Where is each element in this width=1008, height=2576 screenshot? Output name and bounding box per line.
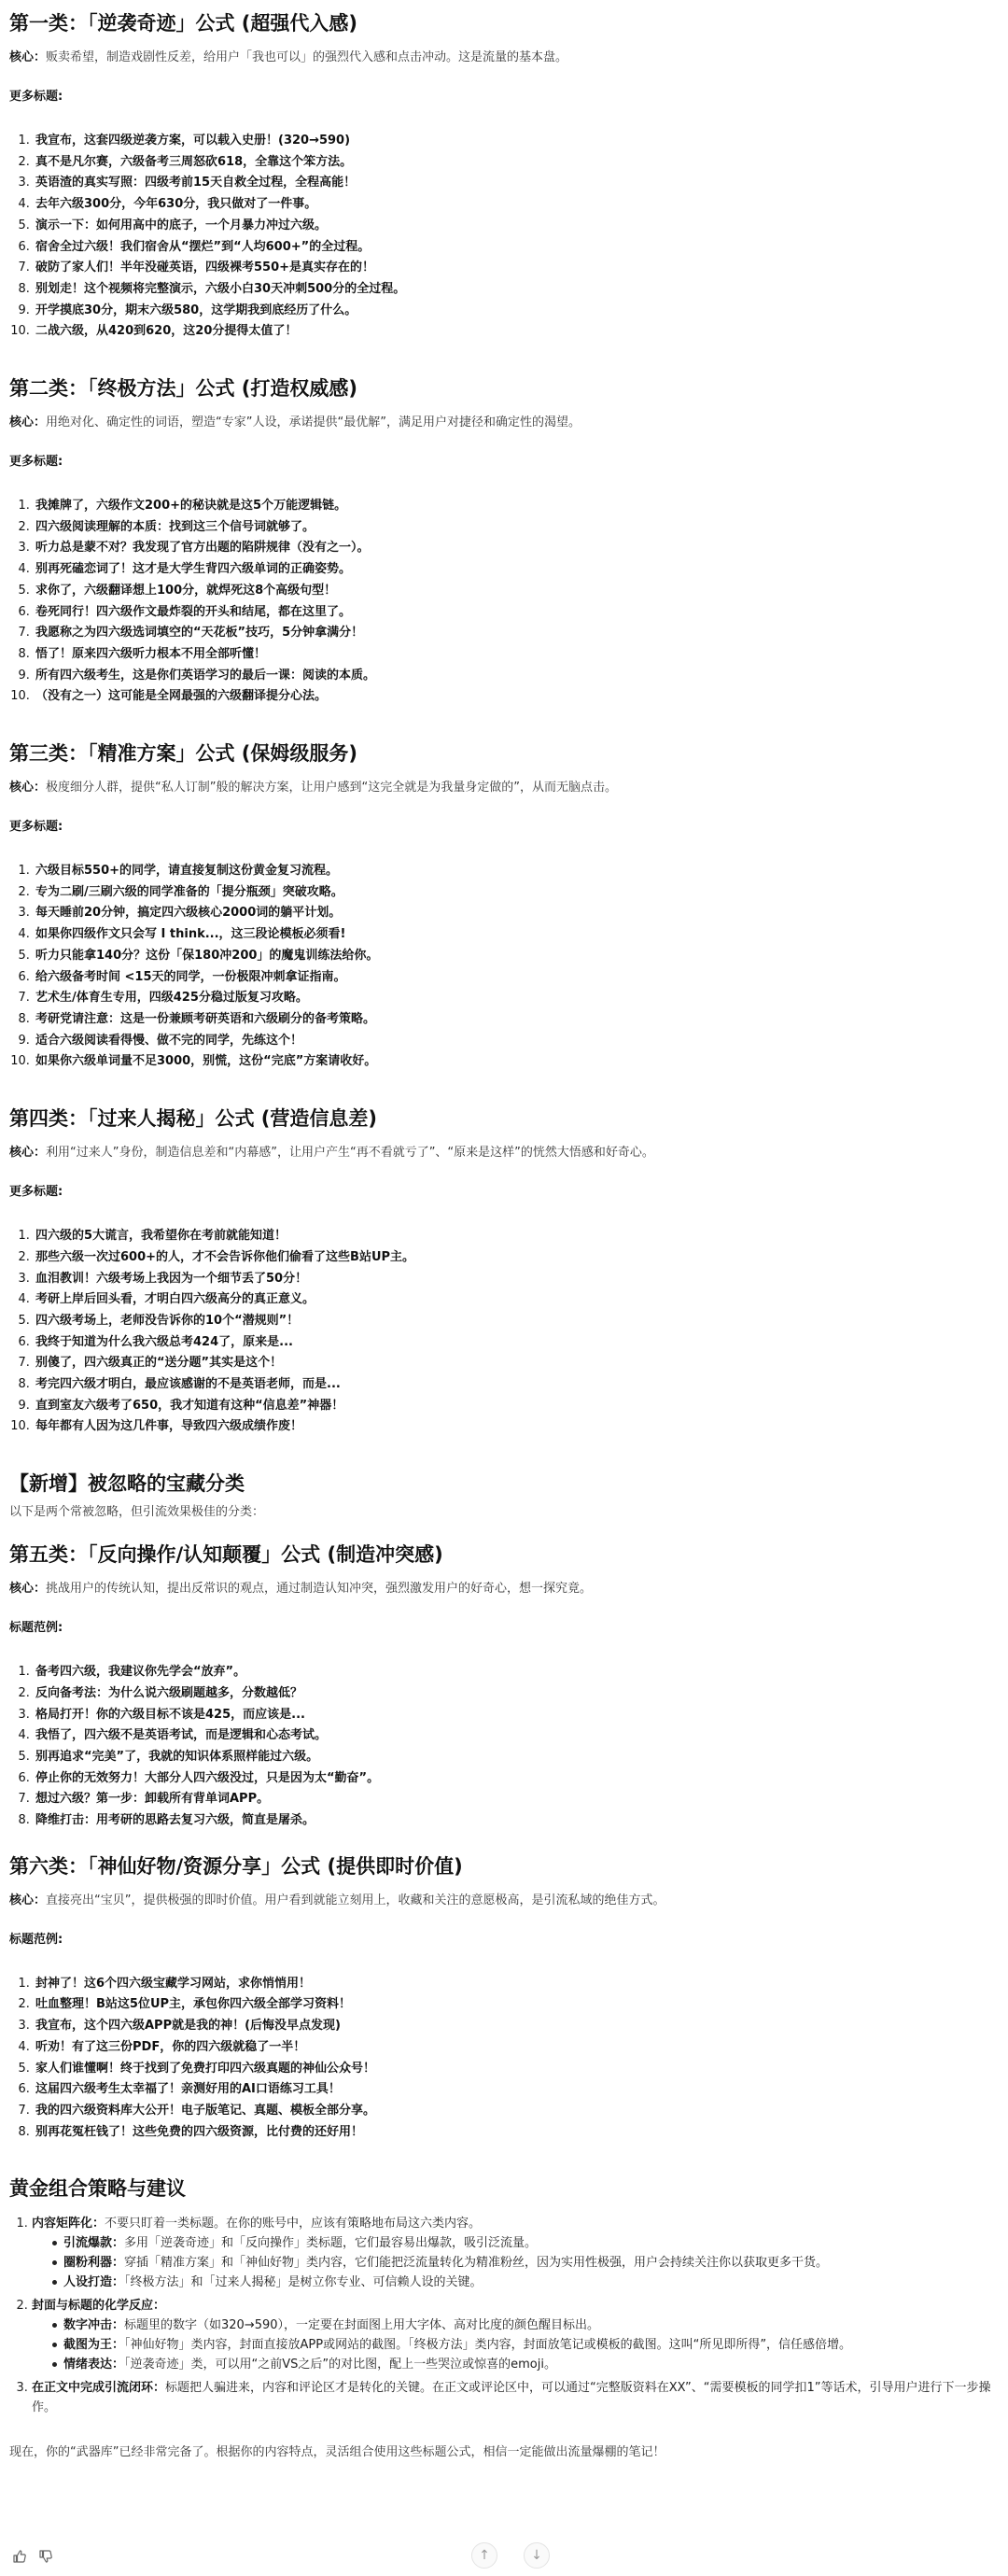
core-label: 核心： xyxy=(9,1893,47,1907)
core-label: 核心： xyxy=(9,415,47,430)
strategy-title: 黄金组合策略与建议 xyxy=(9,2177,186,2201)
title-list xyxy=(9,1662,991,1832)
subitem-text: 多用「逆袭奇迹」和「反向操作」类标题，它们最容易出爆款，吸引泛流量。 xyxy=(124,2236,538,2251)
titles-label: 更多标题: xyxy=(9,1185,63,1200)
title-item: 4. 听劝！有了这三份PDF，你的四六级就稳了一半！ xyxy=(34,2037,991,2059)
title-item: 7. 我的四六级资料库大公开！电子版笔记、真题、模板全部分享。 xyxy=(34,2101,991,2122)
title-item: 4. 如果你四级作文只会写 I think...，这三段论模板必须看! xyxy=(34,924,991,946)
section-group-b xyxy=(9,1541,991,2143)
subitem-label: 数字冲击： xyxy=(63,2318,125,2333)
title-item: 10. 每年都有人因为这几件事，导致四六级成绩作废！ xyxy=(34,1416,991,1438)
title-item: 10. 二战六级，从420到620，这20分提得太值了！ xyxy=(34,321,991,343)
title-item: 3. 格局打开！你的六级目标不该是425，而应该是... xyxy=(34,1705,991,1726)
category-section xyxy=(9,374,991,708)
title-item: 2. 四六级阅读理解的本质：找到这三个信号词就够了。 xyxy=(34,517,991,539)
title-list xyxy=(9,131,991,343)
category-title: 第二类：「终极方法」公式 (打造权威感) xyxy=(9,377,358,401)
category-title: 第一类：「逆袭奇迹」公式 (超强代入感) xyxy=(9,12,358,35)
title-item: 3. 血泪教训！六级考场上我因为一个细节丢了50分！ xyxy=(34,1269,991,1290)
category-core xyxy=(9,1580,991,1598)
strategy-subitem xyxy=(52,2253,991,2273)
title-item: 2. 反向备考法：为什么说六级刷题越多，分数越低？ xyxy=(34,1683,991,1705)
core-text: 贩卖希望，制造戏剧性反差，给用户「我也可以」的强烈代入感和点击冲动。这是流量的基本盘。 xyxy=(46,50,568,64)
core-text: 直接亮出“宝贝”，提供极强的即时价值。用户看到就能立刻用上，收藏和关注的意愿极高，是引流私域的绝佳方式。 xyxy=(46,1893,665,1907)
title-item: 8. 考研党请注意：这是一份兼顾考研英语和六级刷分的备考策略。 xyxy=(34,1009,991,1031)
strategy-label: 内容矩阵化： xyxy=(32,2217,105,2231)
title-item: 3. 每天睡前20分钟，搞定四六级核心2000词的躺平计划。 xyxy=(34,903,991,924)
title-list xyxy=(9,496,991,708)
title-item: 1. 我摊牌了，六级作文200+的秘诀就是这5个万能逻辑链。 xyxy=(34,496,991,517)
strategy-text: 标题把人骗进来，内容和评论区才是转化的关键。在正文或评论区中，可以通过“完整版资料在XX”、“需要模板的同学扣1”等话术，引导用户进行下一步操作。 xyxy=(32,2381,991,2415)
titles-label: 标题范例: xyxy=(9,1932,63,1947)
core-label: 核心： xyxy=(9,50,47,64)
title-item: 1. 封神了！这6个四六级宝藏学习网站，求你悄悄用！ xyxy=(34,1974,991,1995)
scroll-up-icon[interactable]: ↑ xyxy=(471,2542,497,2569)
title-item: 6. 给六级备考时间 <15天的同学，一份极限冲刺拿证指南。 xyxy=(34,967,991,989)
title-item: 6. 我终于知道为什么我六级总考424了，原来是... xyxy=(34,1332,991,1354)
thumbs-up-icon[interactable] xyxy=(9,2546,30,2567)
title-item: 5. 求你了，六级翻译想上100分，就焊死这8个高级句型！ xyxy=(34,581,991,602)
subitem-text: 「逆袭奇迹」类，可以用“之前VS之后”的对比图，配上一些哭泣或惊喜的emoji。 xyxy=(124,2358,556,2372)
title-item: 6. 卷死同行！四六级作文最炸裂的开头和结尾，都在这里了。 xyxy=(34,602,991,624)
subitem-text: 穿插「精准方案」和「神仙好物」类内容，它们能把泛流量转化为精准粉丝，因为实用性极强，用户会持续关注你以获取更多干货。 xyxy=(124,2256,829,2271)
category-core xyxy=(9,1892,991,1910)
title-item: 5. 别再追求“完美”了，我就的知识体系照样能过六级。 xyxy=(34,1747,991,1768)
category-title: 第四类：「过来人揭秘」公式 (营造信息差) xyxy=(9,1107,378,1131)
title-item: 2. 那些六级一次过600+的人，才不会告诉你他们偷看了这些B站UP主。 xyxy=(34,1247,991,1269)
category-section xyxy=(9,1541,991,1832)
title-item: 4. 去年六级300分，今年630分，我只做对了一件事。 xyxy=(34,194,991,216)
title-item: 3. 英语渣的真实写照：四级考前15天自救全过程，全程高能！ xyxy=(34,173,991,194)
title-item: 10. （没有之一）这可能是全网最强的六级翻译提分心法。 xyxy=(34,686,991,708)
title-item: 3. 我宣布，这个四六级APP就是我的神！(后悔没早点发现) xyxy=(34,2016,991,2037)
title-item: 9. 适合六级阅读看得慢、做不完的同学，先练这个！ xyxy=(34,1031,991,1052)
title-item: 6. 停止你的无效努力！大部分人四六级没过，只是因为太“勤奋”。 xyxy=(34,1768,991,1790)
category-title: 第六类：「神仙好物/资源分享」公式 (提供即时价值) xyxy=(9,1854,463,1878)
title-item: 9. 直到室友六级考了650，我才知道有这种“信息差”神器！ xyxy=(34,1396,991,1417)
subitem-label: 引流爆款： xyxy=(63,2236,125,2251)
strategy-subitem xyxy=(52,2316,991,2335)
closing-text: 现在，你的“武器库”已经非常完备了。根据你的内容特点，灵活组合使用这些标题公式，相信一定能做出流量爆棚的笔记！ xyxy=(9,2445,665,2460)
category-section xyxy=(9,1105,991,1438)
title-item: 7. 想过六级？第一步：卸载所有背单词APP。 xyxy=(34,1789,991,1810)
strategy-subitem xyxy=(52,2335,991,2355)
title-item: 4. 考研上岸后回头看，才明白四六级高分的真正意义。 xyxy=(34,1289,991,1311)
subitem-label: 人设打造： xyxy=(63,2275,125,2290)
core-text: 利用“过来人”身份，制造信息差和“内幕感”，让用户产生“再不看就亏了”、“原来是这样”的恍然大悟感和好奇心。 xyxy=(46,1146,654,1161)
category-core xyxy=(9,49,991,67)
title-item: 1. 备考四六级，我建议你先学会“放弃”。 xyxy=(34,1662,991,1683)
core-text: 挑战用户的传统认知，提出反常识的观点，通过制造认知冲突，强烈激发用户的好奇心，想一探究竟。 xyxy=(46,1582,593,1597)
strategy-item xyxy=(32,2214,991,2292)
category-core xyxy=(9,1144,991,1162)
subitem-text: 「神仙好物」类内容，封面直接放APP或网站的截图。「终极方法」类内容，封面放笔记或模板的截图。这叫“所见即所得”，信任感倍增。 xyxy=(124,2338,852,2353)
subitem-label: 截图为王： xyxy=(63,2338,125,2353)
category-core xyxy=(9,779,991,797)
section-group-a xyxy=(9,9,991,1438)
strategy-subitem xyxy=(52,2233,991,2253)
title-item: 8. 别再花冤枉钱了！这些免费的四六级资源，比付费的还好用！ xyxy=(34,2122,991,2144)
core-text: 极度细分人群，提供“私人订制”般的解决方案，让用户感到“这完全就是为我量身定做的”，从而无脑点击。 xyxy=(46,781,617,795)
title-item: 3. 听力总是蒙不对？我发现了官方出题的陷阱规律（没有之一）。 xyxy=(34,538,991,559)
strategy-list xyxy=(9,2214,991,2417)
title-item: 4. 别再死磕恋词了！这才是大学生背四六级单词的正确姿势。 xyxy=(34,559,991,581)
strategy-sublist xyxy=(32,2233,991,2292)
title-item: 5. 听力只能拿140分？这份「保180冲200」的魔鬼训练法给你。 xyxy=(34,946,991,967)
subitem-label: 圈粉利器： xyxy=(63,2256,125,2271)
title-item: 5. 家人们谁懂啊！终于找到了免费打印四六级真题的神仙公众号！ xyxy=(34,2059,991,2080)
title-item: 8. 悟了！原来四六级听力根本不用全部听懂！ xyxy=(34,644,991,666)
title-item: 1. 六级目标550+的同学，请直接复制这份黄金复习流程。 xyxy=(34,861,991,882)
message-footer xyxy=(0,2535,1008,2576)
new-section-intro: 以下是两个常被忽略，但引流效果极佳的分类： xyxy=(9,1505,265,1520)
new-section-title: 【新增】被忽略的宝藏分类 xyxy=(9,1472,245,1496)
category-core xyxy=(9,414,991,432)
titles-label: 更多标题: xyxy=(9,455,63,470)
title-item: 2. 专为二刷/三刷六级的同学准备的「提分瓶颈」突破攻略。 xyxy=(34,882,991,904)
category-title: 第三类：「精准方案」公式 (保姆级服务) xyxy=(9,742,358,766)
category-section xyxy=(9,739,991,1073)
strategy-label: 在正文中完成引流闭环： xyxy=(32,2381,166,2396)
title-item: 1. 四六级的5大谎言，我希望你在考前就能知道！ xyxy=(34,1226,991,1247)
title-item: 4. 我悟了，四六级不是英语考试，而是逻辑和心态考试。 xyxy=(34,1725,991,1747)
strategy-subitem xyxy=(52,2355,991,2374)
title-item: 6. 宿舍全过六级！我们宿舍从“摆烂”到“人均600+”的全过程。 xyxy=(34,237,991,259)
title-item: 5. 四六级考场上，老师没告诉你的10个“潜规则”！ xyxy=(34,1311,991,1332)
titles-label: 更多标题: xyxy=(9,820,63,835)
titles-label: 更多标题: xyxy=(9,90,63,104)
strategy-text: 不要只盯着一类标题。在你的账号中，应该有策略地布局这六类内容。 xyxy=(105,2217,482,2231)
thumbs-down-icon[interactable] xyxy=(35,2546,56,2567)
category-title: 第五类：「反向操作/认知颠覆」公式 (制造冲突感) xyxy=(9,1543,443,1567)
title-item: 6. 这届四六级考生太幸福了！亲测好用的AI口语练习工具！ xyxy=(34,2079,991,2101)
title-item: 7. 我愿称之为四六级选词填空的“天花板”技巧，5分钟拿满分！ xyxy=(34,623,991,644)
title-item: 2. 吐血整理！B站这5位UP主，承包你四六级全部学习资料！ xyxy=(34,1994,991,2016)
strategy-item xyxy=(32,2296,991,2374)
category-section xyxy=(9,9,991,343)
strategy-item xyxy=(32,2378,991,2417)
title-item: 1. 我宣布，这套四级逆袭方案，可以载入史册！(320→590) xyxy=(34,131,991,152)
title-item: 8. 考完四六级才明白，最应该感谢的不是英语老师，而是... xyxy=(34,1374,991,1396)
core-text: 用绝对化、确定性的词语，塑造“专家”人设，承诺提供“最优解”，满足用户对捷径和确定性的渴望。 xyxy=(46,415,581,430)
title-item: 7. 艺术生/体育生专用，四级425分稳过版复习攻略。 xyxy=(34,988,991,1009)
subitem-text: 「终极方法」和「过来人揭秘」是树立你专业、可信赖人设的关键。 xyxy=(124,2275,483,2290)
title-item: 10. 如果你六级单词量不足3000，别慌，这份“完底”方案请收好。 xyxy=(34,1051,991,1073)
title-item: 9. 所有四六级考生，这是你们英语学习的最后一课：阅读的本质。 xyxy=(34,666,991,687)
title-list xyxy=(9,861,991,1073)
subitem-label: 情绪表达： xyxy=(63,2358,125,2372)
category-section xyxy=(9,1852,991,2144)
core-label: 核心： xyxy=(9,1146,47,1161)
core-label: 核心： xyxy=(9,781,47,795)
title-list xyxy=(9,1974,991,2144)
title-item: 7. 别傻了，四六级真正的“送分题”其实是这个！ xyxy=(34,1353,991,1374)
title-item: 8. 别划走！这个视频将完整演示，六级小白30天冲刺500分的全过程。 xyxy=(34,279,991,301)
scroll-down-icon[interactable]: ↓ xyxy=(524,2542,550,2569)
strategy-sublist xyxy=(32,2316,991,2374)
strategy-label: 封面与标题的化学反应： xyxy=(32,2299,166,2314)
titles-label: 标题范例: xyxy=(9,1621,63,1636)
strategy-subitem xyxy=(52,2273,991,2292)
title-list xyxy=(9,1226,991,1438)
title-item: 2. 真不是凡尔赛，六级备考三周怒砍618，全靠这个笨方法。 xyxy=(34,152,991,174)
title-item: 9. 开学摸底30分，期末六级580，这学期我到底经历了什么。 xyxy=(34,301,991,322)
title-item: 7. 破防了家人们！半年没碰英语，四级裸考550+是真实存在的！ xyxy=(34,258,991,279)
core-label: 核心： xyxy=(9,1582,47,1597)
title-item: 8. 降维打击：用考研的思路去复习六级，简直是屠杀。 xyxy=(34,1810,991,1832)
title-item: 5. 演示一下：如何用高中的底子，一个月暴力冲过六级。 xyxy=(34,216,991,237)
subitem-text: 标题里的数字（如320→590），一定要在封面图上用大字体、高对比度的颜色醒目标出。 xyxy=(124,2318,600,2333)
